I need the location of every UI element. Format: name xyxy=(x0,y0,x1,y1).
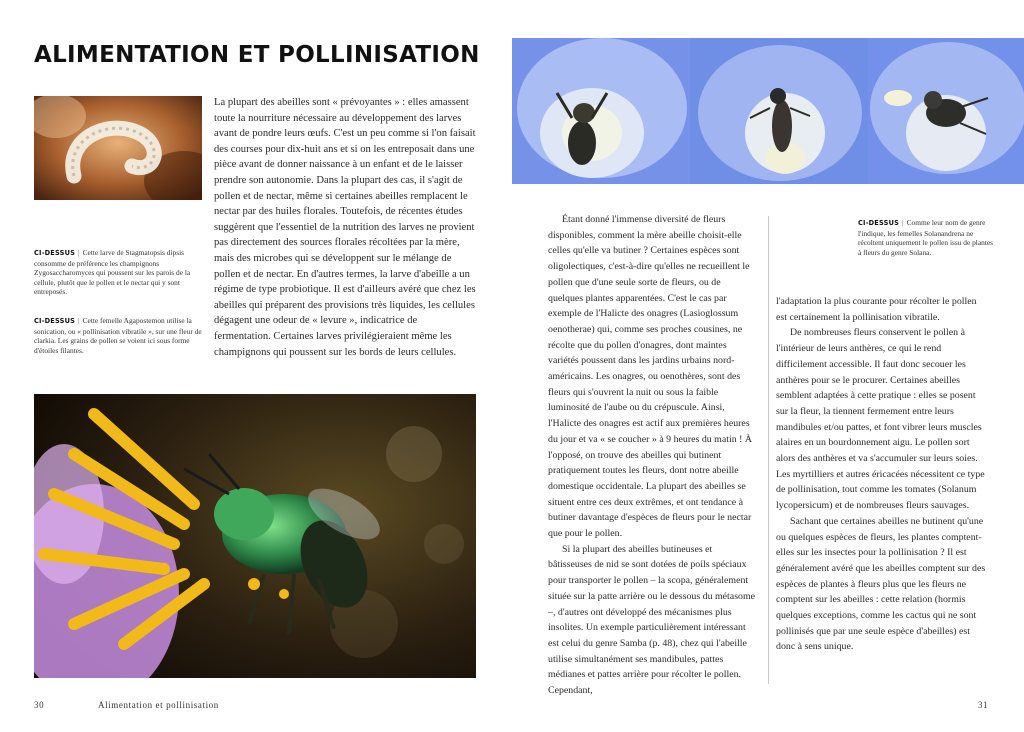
caption-text: Cette femelle Agapostemon utilise la sonication, ou « pollinisation vibratile », sur une fleur de clarkia. Les grains de pollen se voient ici sous forme d'étoiles filantes. xyxy=(34,316,202,355)
caption-tag: CI-DESSUS xyxy=(858,219,900,227)
paragraph: Sachant que certaines abeilles ne butinent qu'une ou quelques espèces de fleurs, les plantes comptent-elles sur les insectes pour la pollinisation ? Il est généralement avéré que les abeilles comptent sur des espèces de plantes à fleurs plus que les fleurs ne comptent sur les abeilles : cette relation (hormis quelques exceptions, comme les cactus qui ne sont pollinisés que par une seule espèce d'abeilles) est donc à sens unique. xyxy=(776,515,986,653)
running-header: Alimentation et pollinisation xyxy=(98,700,219,710)
larva-photo xyxy=(34,96,202,200)
caption-tag: CI-DESSUS xyxy=(34,317,76,325)
caption-text: Comme leur nom de genre l'indique, les femelles Solanandrena ne récoltent uniquement le pollen issu de plantes à fleurs du genre Solana. xyxy=(858,218,994,257)
caption-agapostemon: CI-DESSUS | Cette femelle Agapostemon utilise la sonication, ou « pollinisation vibratile », sur une fleur de clarkia. Les grains de pollen se voient ici sous forme d'étoiles filantes. xyxy=(34,316,202,355)
right-page xyxy=(512,0,1024,732)
bee-on-flower-photo-2 xyxy=(690,38,868,184)
paragraph: Si la plupart des abeilles butineuses et bâtisseuses de nid se sont dotées de poils spéciaux pour transporter le pollen – la scopa, généralement située sur la patte arrière ou le dessous du métasome –, d'autres ont développé des mécanismes plus insolites. Un exemple particulièrement intéressant est celui du genre Samba (p. 48), chez qui l'abeille utilise simultanément ses mandibules, pattes médianes et pattes arrière pour récolter le pollen. Cependant, xyxy=(548,543,756,697)
caption-solanandrena: CI-DESSUS | Comme leur nom de genre l'indique, les femelles Solanandrena ne récoltent uniquement le pollen issu de plantes à fleurs du genre Solana. xyxy=(858,218,994,257)
page-title: ALIMENTATION ET POLLINISATION xyxy=(34,42,480,68)
paragraph: Étant donné l'immense diversité de fleurs disponibles, comment la mère abeille choisit-elle celles qu'elle va butiner ? Certaines espèces sont oligolectiques, c'est-à-dire qu'elles ne recueillent le pollen que d'une seule sorte de fleurs, ou de quelques plantes apparentées. C'est le cas par exemple de l'Halicte des onagres (Lasioglossum oenotherae) qui, comme ses proches cousines, ne récolte que du pollen d'onagres, dont maintes variétés poussent dans les jardins urbains nord-américains. Les onagres, ou oenothères, sont des fleurs qui s'ouvrent la nuit ou sous la faible luminosité de l'aube ou du crépuscule. Ainsi, l'Halicte des onagres est actif aux premières heures du jour et va « se coucher » à 9 heures du matin ! À l'opposé, on trouve des abeilles qui butinent pratiquement toutes les fleurs, dont notre abeille domestique occidentale. La plupart des abeilles se situent entre ces deux extrêmes, et ont tendance à butiner davantage d'espèces de fleurs pour le nectar que pour le pollen. xyxy=(548,214,753,540)
paragraph: La plupart des abeilles sont « prévoyantes » : elles amassent toute la nourriture nécessaire au développement des larves avant de pondre leurs œufs. C'est un peu comme si l'on faisait des courses pour dix-huit ans et si on les entreposait dans une pièce avant de donner naissance à un enfant et de le laisser prendre son autonomie. Dans la plupart des cas, il s'agit de pollen et de nectar, même si certaines abeilles remplacent le nectar par des huiles florales. Toutefois, de récentes études suggèrent que l'essentiel de la nutrition des larves ne provient pas directement des sources florales récoltées par la mère, mais des microbes qui se développent sur le mélange de pollen et de nectar. En d'autres termes, la larve d'abeille a un régime de type probiotique. Il est d'ailleurs avéré que chez les abeilles qui préparent des provisions très liquides, les cellules dégagent une odeur de « levure », indicatrice de fermentation. Certaines larves privilégieraient même les champignons qui poussent sur les bords de leurs cellules. xyxy=(214,97,476,358)
paragraph: De nombreuses fleurs conservent le pollen à l'intérieur de leurs anthères, ce qui le rend difficilement accessible. Il faut donc secouer les anthères pour se le procurer. Certaines abeilles semblent adaptées à cette pratique : elles se posent sur la fleur, la tiennent fermement entre leurs mandibules et/ou pattes, et font vibrer leurs muscles alaires en un bourdonnement aigu. Le pollen sort alors des anthères et va s'accumuler sur leurs soies. Les myrtilliers et autres éricacées nécessitent ce type de pollinisation, tout comme les tomates (Solanum lycopersicum) et de nombreuses fleurs sauvages. xyxy=(776,327,985,512)
page-number-left: 30 xyxy=(34,700,45,710)
paragraph: l'adaptation la plus courante pour récolter le pollen est certainement la pollinisation vibratile. xyxy=(776,296,977,323)
page-number-right: 31 xyxy=(978,700,989,710)
green-bee-photo xyxy=(34,394,476,678)
right-column-2 xyxy=(776,294,986,655)
right-column-1 xyxy=(548,212,756,699)
caption-larva: CI-DESSUS | Cette larve de Stagmatopsis dipsis consomme de préférence les champignons Zygosaccharomyces qui poussent sur les parois de la cellule, plutôt que le pollen et le nectar qui y sont entreposés. xyxy=(34,248,191,297)
column-rule xyxy=(768,216,769,684)
left-body-text xyxy=(214,95,476,360)
bee-on-flower-photo-1 xyxy=(512,38,690,184)
caption-text: Cette larve de Stagmatopsis dipsis consomme de préférence les champignons Zygosaccharomyces qui poussent sur les parois de la cellule, plutôt que le pollen et le nectar qui y sont entreposés. xyxy=(34,248,191,297)
bee-on-flower-photo-3 xyxy=(868,38,1024,184)
caption-tag: CI-DESSUS xyxy=(34,249,76,257)
